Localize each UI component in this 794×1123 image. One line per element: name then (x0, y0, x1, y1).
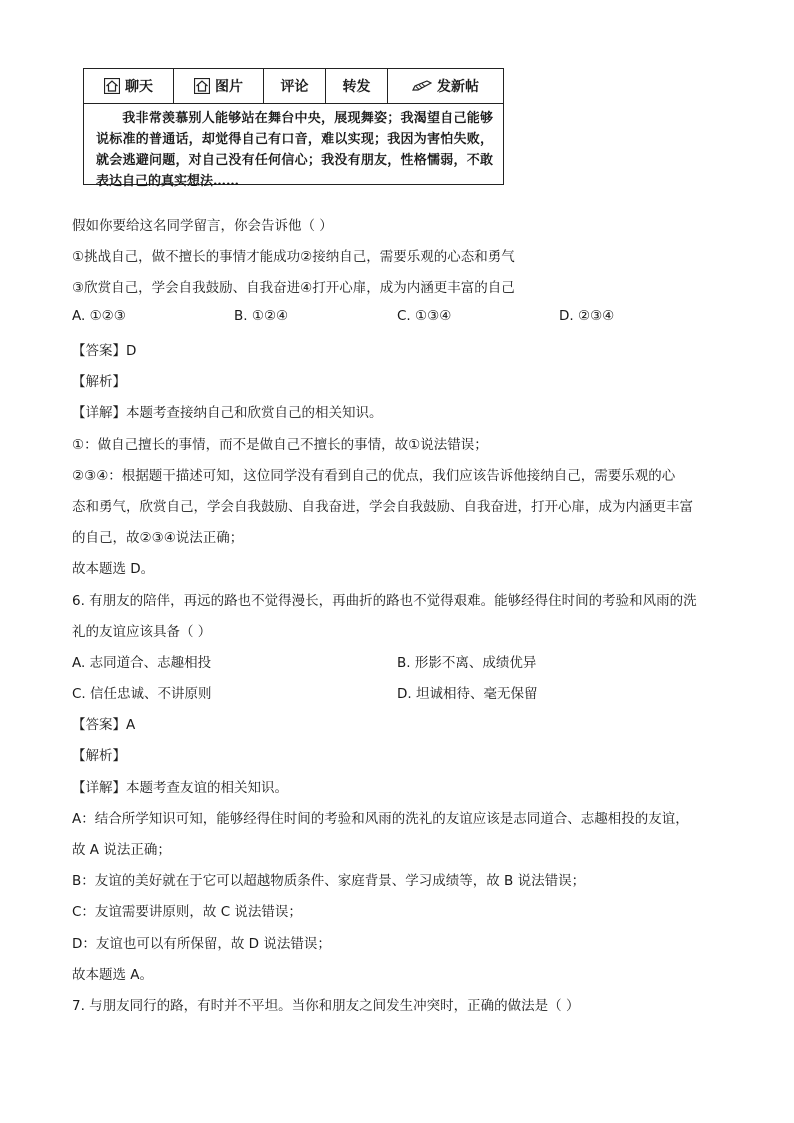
q6-analysis: 【解析】 (72, 748, 126, 764)
pencil-icon (412, 80, 432, 92)
q6-option-d: D. 坦诚相待、毫无保留 (397, 686, 538, 702)
tab-images-label: 图片 (215, 79, 243, 95)
tab-images[interactable] (174, 69, 264, 103)
q6-explain-a1: A：结合所学知识可知，能够经得住时间的考验和风雨的洗礼的友谊应该是志同道合、志趣相投的友谊， (72, 811, 689, 827)
q5-statements-2: ③欣赏自己，学会自我鼓励、自我奋进④打开心扉，成为内涵更丰富的自己 (72, 280, 515, 296)
tab-new-post-label: 发新帖 (437, 79, 479, 95)
q5-explain-2c: 的自己，故②③④说法正确； (72, 530, 244, 546)
q6-option-a: A. 志同道合、志趣相投 (72, 655, 212, 671)
q5-explain-2a: ②③④：根据题干描述可知，这位同学没有看到自己的优点，我们应该告诉他接纳自己，需要乐观的心 (72, 468, 676, 484)
q7-stem: 7. 与朋友同行的路，有时并不平坦。当你和朋友之间发生冲突时，正确的做法是（ ） (72, 998, 580, 1014)
q5-explain-1: ①：做自己擅长的事情，而不是做自己不擅长的事情，故①说法错误； (72, 437, 488, 453)
q5-detail: 【详解】本题考查接纳自己和欣赏自己的相关知识。 (72, 405, 383, 421)
q6-conclusion: 故本题选 A。 (72, 967, 154, 983)
tab-chat[interactable] (84, 69, 174, 103)
q6-answer: 【答案】A (72, 717, 136, 733)
post-text (84, 104, 503, 192)
q6-detail: 【详解】本题考查友谊的相关知识。 (72, 780, 288, 796)
tab-new-post[interactable] (388, 69, 503, 103)
q5-stem: 假如你要给这名同学留言，你会告诉他（ ） (72, 218, 333, 234)
q6-explain-c: C：友谊需要讲原则，故 C 说法错误； (72, 904, 302, 920)
house-icon (104, 78, 120, 94)
q5-explain-2b: 态和勇气，欣赏自己，学会自我鼓励、自我奋进，学会自我鼓励、自我奋进，打开心扉，成为内涵更丰富 (72, 499, 693, 515)
q5-option-d: D. ②③④ (559, 308, 615, 324)
q5-option-c: C. ①③④ (397, 308, 452, 324)
tab-forward[interactable] (326, 69, 388, 103)
q6-explain-d: D：友谊也可以有所保留，故 D 说法错误； (72, 936, 331, 952)
tab-forward-label: 转发 (342, 79, 371, 95)
q5-option-b: B. ①②④ (234, 308, 289, 324)
house-icon (194, 78, 210, 94)
q5-statements-1: ①挑战自己，做不擅长的事情才能成功②接纳自己，需要乐观的心态和勇气 (72, 249, 515, 265)
q5-analysis: 【解析】 (72, 374, 126, 390)
post-content: 我非常羡慕别人能够站在舞台中央，展现舞姿；我渴望自己能够说标准的普通话，却觉得自己有口音，难以实现；我因为害怕失败，就会逃避问题，对自己没有任何信心；我没有朋友，性格懦弱，不敢表达自己的真实想法…… (96, 111, 493, 189)
q6-explain-b: B：友谊的美好就在于它可以超越物质条件、家庭背景、学习成绩等，故 B 说法错误； (72, 873, 586, 889)
tab-comment-label: 评论 (280, 79, 309, 95)
q6-explain-a2: 故 A 说法正确； (72, 842, 171, 858)
q5-conclusion: 故本题选 D。 (72, 561, 155, 577)
forum-tab-bar (84, 69, 503, 104)
q6-stem-2: 礼的友谊应该具备（ ） (72, 624, 212, 640)
tab-chat-label: 聊天 (125, 79, 153, 95)
q5-option-a: A. ①②③ (72, 308, 126, 324)
q6-option-c: C. 信任忠诚、不讲原则 (72, 686, 212, 702)
q5-answer: 【答案】D (72, 343, 137, 359)
forum-post-card (83, 68, 504, 189)
q6-stem-1: 6. 有朋友的陪伴，再远的路也不觉得漫长，再曲折的路也不觉得艰难。能够经得住时间的考验和风雨的洗 (72, 593, 697, 609)
q6-option-b: B. 形影不离、成绩优异 (397, 655, 537, 671)
tab-comment[interactable] (264, 69, 326, 103)
